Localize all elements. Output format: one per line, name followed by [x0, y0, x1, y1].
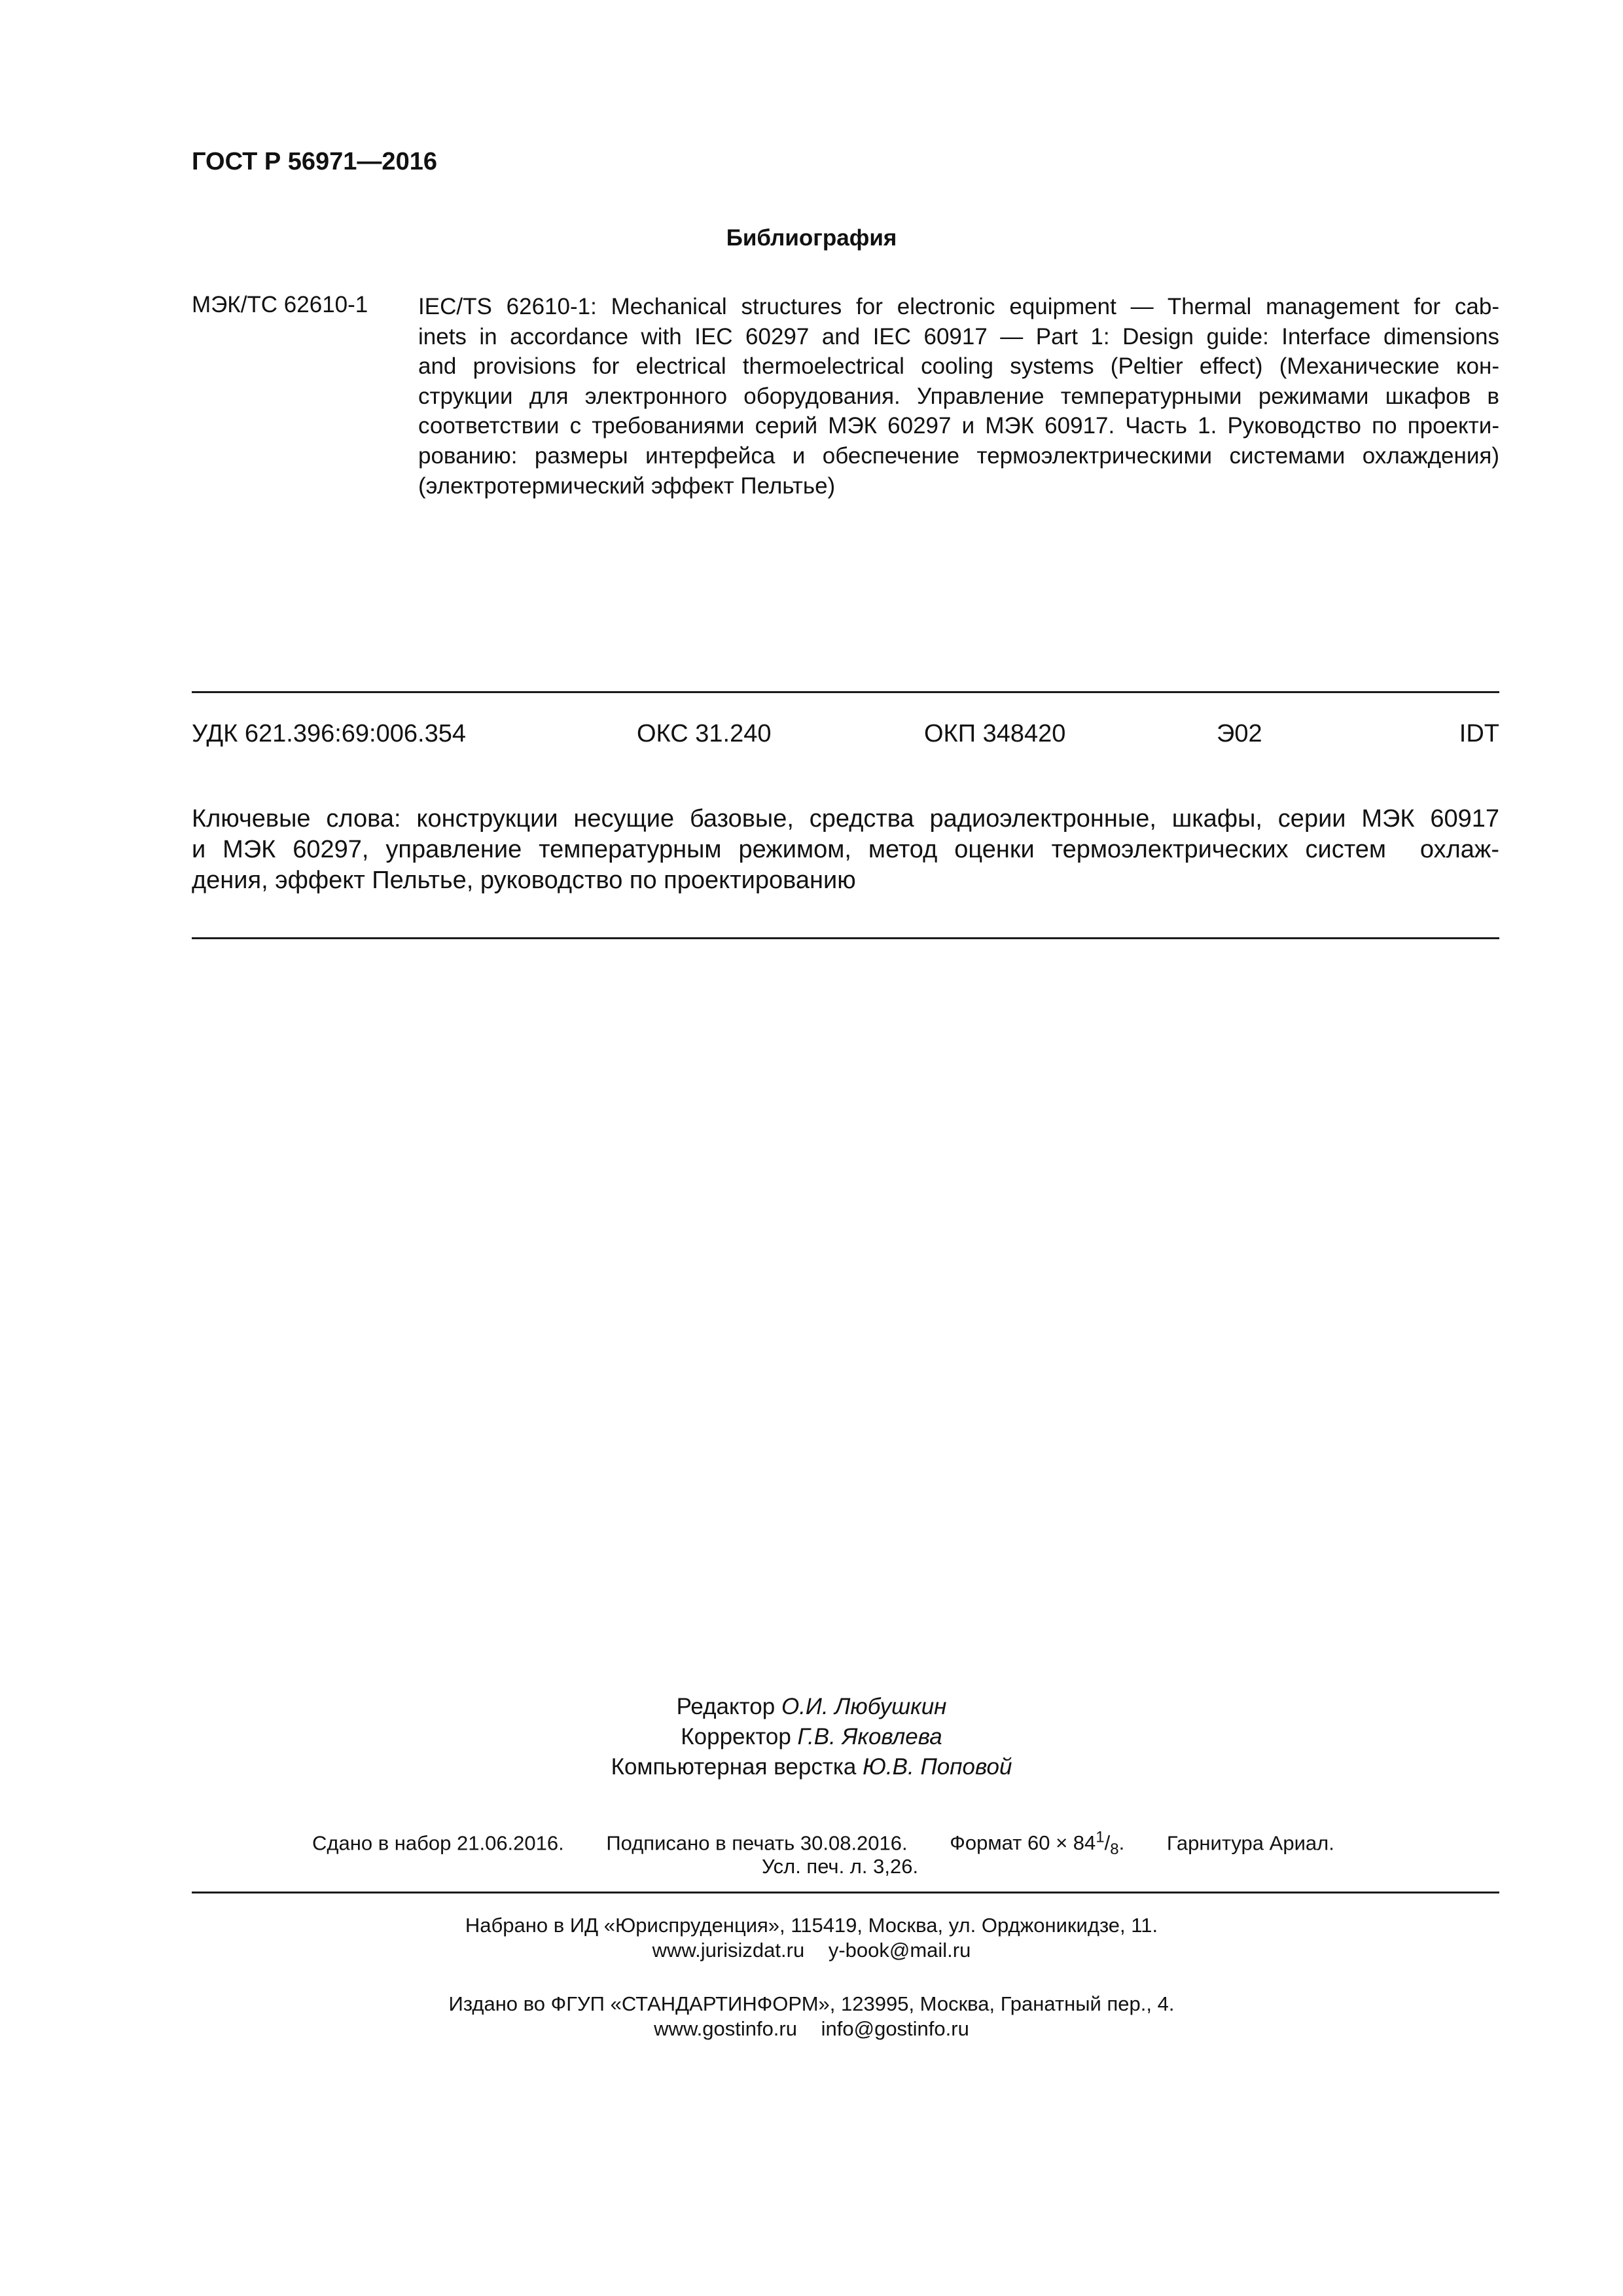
bibliography-line: inets in accordance with IEC 60297 and IEC 60917 — Part 1: Design guide: Interface dimensions [418, 323, 1499, 350]
keywords-line: дения, эффект Пельтье, руководство по проектированию [192, 867, 856, 894]
divider-bottom [192, 1892, 1499, 1893]
sent-date: Сдано в набор 21.06.2016. [312, 1831, 564, 1855]
typeface-info: Гарнитура Ариал. [1166, 1831, 1334, 1855]
corrector-name: Г.В. Яковлева [797, 1724, 942, 1749]
okp-code: ОКП 348420 [924, 720, 1066, 747]
publisher-email: info@gostinfo.ru [821, 2017, 969, 2040]
udk-code: УДК 621.396:69:006.354 [192, 720, 466, 747]
typeset-email: y-book@mail.ru [828, 1939, 971, 1962]
editor-role: Редактор [676, 1694, 776, 1719]
bibliography-line: рованию: размеры интерфейса и обеспечение термоэлектрическими системами охлаждения) [418, 442, 1499, 469]
editor-name: О.И. Любушкин [781, 1694, 947, 1719]
bibliography-line: струкции для электронного оборудования. Управление температурными режимами шкафов в [418, 383, 1499, 409]
typeset-site: www.jurisizdat.ru [652, 1939, 805, 1962]
keywords [192, 804, 1499, 896]
layout-line [0, 1754, 1623, 1780]
idt-code: IDT [1459, 720, 1499, 747]
bibliography-title: Библиография [726, 225, 897, 251]
bibliography-entry-code: МЭК/ТС 62610-1 [192, 292, 368, 317]
publisher-line: Издано во ФГУП «СТАНДАРТИНФОРМ», 123995, Москва, Гранатный пер., 4. [448, 1992, 1175, 2015]
format-info: Формат $60 \times 84^1/_8$. [950, 1829, 1125, 1859]
bibliography-line: (электротермический эффект Пельтье) [418, 473, 836, 499]
bibliography-line: IEC/TS 62610-1: Mechanical structures for electronic equipment — Thermal management for cab- [418, 294, 1499, 319]
publisher-site: www.gostinfo.ru [654, 2017, 797, 2040]
bibliography-line: соответствии с требованиями серий МЭК 60297 и МЭК 60917. Часть 1. Руководство по проекти- [418, 413, 1499, 439]
divider-keywords [192, 937, 1499, 939]
corrector-role: Корректор [681, 1724, 791, 1749]
keywords-line: Ключевые слова: конструкции несущие базовые, средства радиоэлектронные, шкафы, серии МЭК 60917 [192, 805, 1499, 833]
publisher-contacts [0, 2017, 1623, 2041]
typeset-contacts [0, 1939, 1623, 1962]
bibliography-line: and provisions for electrical thermoelectrical cooling systems (Peltier effect) (Механические кон- [418, 353, 1499, 380]
sheets-info: Усл. печ. л. 3,26. [762, 1855, 919, 1878]
document-code: ГОСТ Р 56971—2016 [192, 148, 437, 175]
editor-line [0, 1694, 1623, 1720]
typeset-line: Набрано в ИД «Юриспруденция», 115419, Москва, ул. Орджоникидзе, 11. [465, 1914, 1158, 1937]
oks-code: ОКС 31.240 [637, 720, 772, 747]
group-code: Э02 [1217, 720, 1262, 747]
layout-role: Компьютерная верстка [611, 1754, 857, 1780]
signed-date: Подписано в печать 30.08.2016. [606, 1831, 908, 1855]
bibliography-entry-text [418, 292, 1499, 501]
keywords-line: и МЭК 60297, управление температурным режимом, метод оценки термоэлектрических систем охлаж- [192, 836, 1499, 863]
layout-name: Ю.В. Поповой [863, 1754, 1012, 1780]
divider-top [192, 691, 1499, 693]
corrector-line [0, 1724, 1623, 1750]
